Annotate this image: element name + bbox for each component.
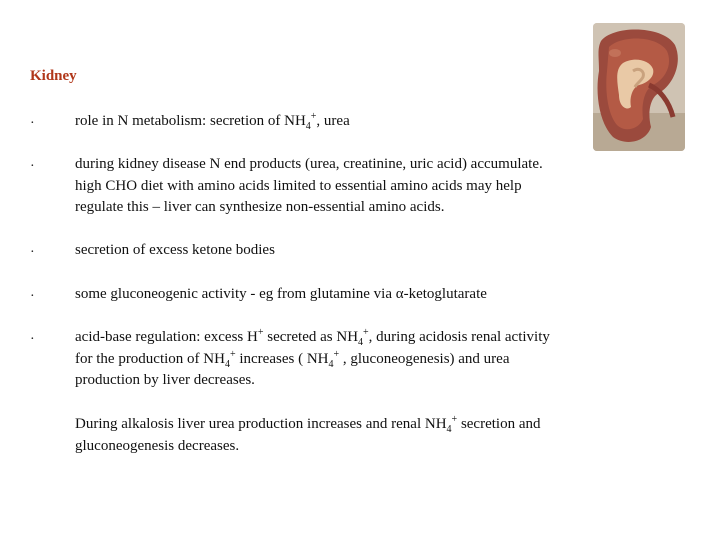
list-item-line: some gluconeogenic activity - eg from glutamine via α-ketoglutarate xyxy=(75,286,487,302)
slide-title: Kidney xyxy=(30,68,77,84)
list-item-line: production by liver decreases. xyxy=(75,372,255,388)
list-item-line: during kidney disease N end products (urea, creatinine, uric acid) accumulate. xyxy=(75,156,543,172)
kidney-photo xyxy=(593,23,685,151)
list-item-line: secretion of excess ketone bodies xyxy=(75,242,275,258)
list-item-line: high CHO diet with amino acids limited to essential amino acids may help xyxy=(75,177,522,194)
list-item-line: role in N metabolism: secretion of $NH_4^+$, urea xyxy=(75,111,350,132)
bullet-dot: · xyxy=(30,159,35,174)
alkalosis-paragraph xyxy=(75,414,541,457)
paragraph-line: gluconeogenesis decreases. xyxy=(75,437,240,454)
list-item-line: acid-base regulation: excess H+ secreted as $NH_4^+$, during acidosis renal activity xyxy=(75,327,550,348)
list-item xyxy=(75,111,350,133)
list-item xyxy=(75,284,487,306)
bullet-dot: · xyxy=(30,116,35,131)
list-item xyxy=(75,240,275,262)
list-item xyxy=(75,154,543,219)
bullet-dot: · xyxy=(30,245,35,260)
list-item xyxy=(75,327,550,392)
list-item-line: regulate this – liver can synthesize non-essential amino acids. xyxy=(75,199,445,215)
bullet-dot: · xyxy=(30,289,35,304)
bullet-dot: · xyxy=(30,332,35,347)
paragraph-line: During alkalosis liver urea production increases and renal $NH_4^+$ secretion and xyxy=(75,414,541,435)
list-item-line: for the production of $NH_4^+$ increases ( $NH_4^+$ , gluconeogenesis) and urea xyxy=(75,348,510,370)
